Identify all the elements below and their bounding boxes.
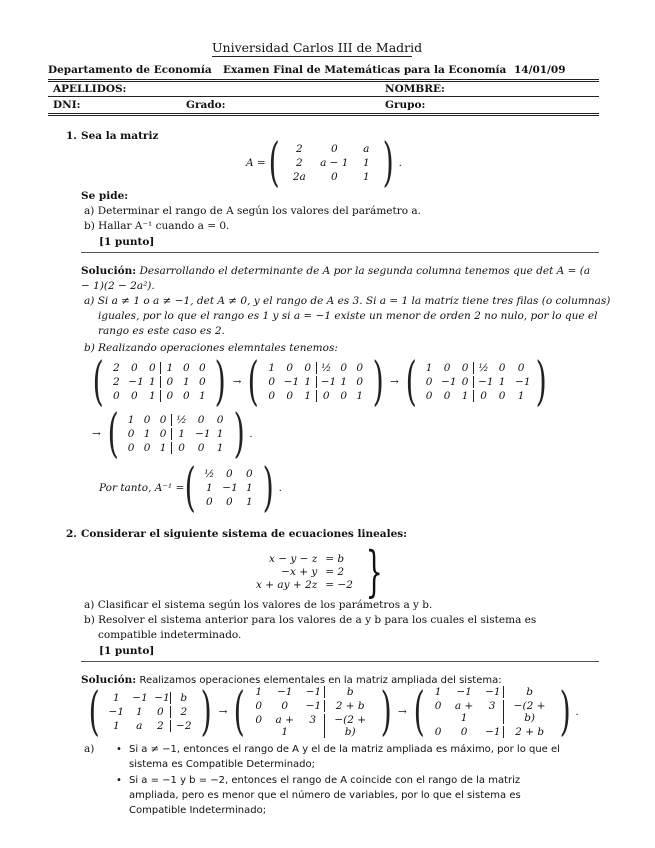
cell: −1 bbox=[128, 376, 144, 388]
q2-system bbox=[252, 540, 391, 603]
cell: 0 bbox=[517, 362, 525, 374]
cell: 2 + b bbox=[503, 726, 555, 738]
cell: 2 bbox=[170, 706, 196, 718]
cell: 0 bbox=[225, 468, 233, 480]
q2-part-b: b) Resolver el sistema anterior para los valores de a y b para los cuales el sistema es compatible indeterminado. bbox=[84, 614, 537, 641]
cell: 2 bbox=[156, 720, 164, 732]
q1-aug-matrix-1: ( 2 0 0 1 0 0 2 −1 1 0 1 0 0 0 1 0 0 1 ) → ( 1 0 0 ½ 0 0 0 −1 1 −1 1 0 0 0 1 0 0 1 ) → ( 1 0 0 ½ 0 0 0 −1 0 −1 1 −1 0 0 1 0 0 1 ) bbox=[92, 352, 547, 412]
cell: 2a bbox=[292, 171, 306, 183]
cell: 0 bbox=[461, 376, 469, 388]
cell: −1 bbox=[485, 686, 501, 698]
cell: 0 bbox=[434, 700, 442, 712]
q2-points: [1 punto] bbox=[99, 645, 155, 657]
cell: 1 bbox=[304, 376, 312, 388]
cell: ½ bbox=[473, 362, 493, 374]
arrow: → bbox=[218, 706, 228, 718]
cell: 2 bbox=[295, 157, 303, 169]
header-rule-4 bbox=[48, 113, 599, 114]
cell: −1 bbox=[276, 686, 293, 698]
header-rule-3 bbox=[48, 96, 599, 97]
cell: 0 bbox=[127, 442, 135, 454]
q1-inverse-matrix: ( ½ 0 0 1 −1 1 0 0 1 ) . bbox=[184, 458, 282, 518]
cell: 1 bbox=[216, 428, 224, 440]
cell: 0 bbox=[340, 362, 348, 374]
cell: 1 bbox=[143, 428, 151, 440]
bullet-icon: • bbox=[116, 775, 122, 786]
cell: 0 bbox=[198, 362, 206, 374]
cell: b bbox=[503, 686, 555, 698]
cell: a − 1 bbox=[320, 157, 349, 169]
q1-divider bbox=[81, 252, 599, 253]
cell: −1 bbox=[283, 376, 300, 388]
cell: a + 1 bbox=[275, 714, 294, 738]
cell: 0 bbox=[316, 390, 336, 402]
cell: 1 bbox=[160, 362, 178, 374]
q1-sol-b: b) Realizando operaciones elemntales tenemos: bbox=[84, 342, 338, 354]
cell: 0 bbox=[425, 376, 433, 388]
cell: 0 bbox=[112, 390, 120, 402]
cell: 1 bbox=[362, 157, 370, 169]
cell: 1 bbox=[112, 720, 120, 732]
grado-field: Grado: bbox=[186, 99, 226, 111]
exam-name: Examen Final de Matemáticas para la Economía bbox=[223, 64, 507, 76]
cell: 0 bbox=[160, 376, 178, 388]
cell: 0 bbox=[143, 442, 151, 454]
bullet-icon: • bbox=[116, 744, 122, 755]
cell: 1 bbox=[362, 171, 370, 183]
cell: 0 bbox=[182, 390, 190, 402]
cell: 0 bbox=[148, 362, 156, 374]
cell: 0 bbox=[498, 362, 506, 374]
cell: 0 bbox=[473, 390, 493, 402]
cell: −(2 + b) bbox=[324, 714, 376, 738]
bullet-text: Si a ≠ −1, entonces el rango de A y el de la matriz ampliada es máximo, por lo que el sistema es Compatible Determinado; bbox=[129, 744, 560, 770]
q1-solution bbox=[81, 264, 599, 294]
q1-matrix-label: A = bbox=[246, 157, 266, 169]
cell: −1 bbox=[316, 376, 336, 388]
university-title: Universidad Carlos III de Madrid bbox=[212, 40, 423, 55]
cell: 1 bbox=[127, 414, 135, 426]
cell: 0 bbox=[286, 390, 294, 402]
cell: 1 bbox=[245, 482, 253, 494]
cell: 1 bbox=[112, 692, 120, 704]
cell: 1 bbox=[304, 390, 312, 402]
q2-number: 2. bbox=[66, 528, 77, 540]
q2-item-a: a) bbox=[84, 743, 95, 755]
system-brace: } bbox=[365, 540, 383, 603]
eq-lhs: x − y − z bbox=[268, 553, 318, 565]
cell: 2 bbox=[112, 362, 120, 374]
cell: 0 bbox=[160, 390, 178, 402]
nombre-field: NOMBRE: bbox=[385, 83, 445, 95]
sol-text: Desarrollando el determinante de A por la segunda columna tenemos que det A = (a − 1)(2 − 2a²). bbox=[81, 265, 591, 292]
cell: 0 bbox=[197, 442, 205, 454]
cell: 0 bbox=[197, 414, 205, 426]
q2-title: Considerar el siguiente sistema de ecuaciones lineales: bbox=[81, 528, 408, 540]
q1-aug-matrix-4: → ( 1 0 0 ½ 0 0 0 1 0 1 −1 1 0 0 1 0 0 1 ) . bbox=[92, 404, 253, 464]
cell: 1 bbox=[148, 390, 156, 402]
cell: 0 bbox=[156, 706, 164, 718]
sol-label: Solución: bbox=[81, 265, 137, 277]
cell: 0 bbox=[281, 700, 289, 712]
cell: 0 bbox=[127, 428, 135, 440]
dni-field: DNI: bbox=[53, 99, 81, 111]
q1-part-a: a) Determinar el rango de A según los valores del parámetro a. bbox=[84, 205, 421, 217]
cell: 1 bbox=[268, 362, 276, 374]
q1-number: 1. bbox=[66, 130, 77, 142]
cell: 0 bbox=[216, 414, 224, 426]
cell: −(2 + b) bbox=[503, 700, 555, 724]
cell: 0 bbox=[461, 362, 469, 374]
cell: 0 bbox=[330, 171, 338, 183]
cell: 1 bbox=[434, 686, 442, 698]
cell: 1 bbox=[182, 376, 190, 388]
q1-por-tanto: Por tanto, A⁻¹ = bbox=[99, 482, 185, 494]
arrow: → bbox=[232, 376, 242, 388]
cell: 0 bbox=[245, 468, 253, 480]
cell: 0 bbox=[268, 390, 276, 402]
cell: 1 bbox=[205, 482, 213, 494]
q1-se-pide: Se pide: bbox=[81, 190, 129, 202]
q2-aug-matrices: ( 1 −1 −1 b −1 1 0 2 1 a 2 −2 ) → ( 1 −1 −1 b 0 0 −1 2 + b 0 a + 1 3 −(2 + b) ) → ( 1 −1 −1 b 0 a + 1 3 −(2 + b) 0 0 −1 2 + b ) . bbox=[88, 682, 579, 742]
q2-solution bbox=[81, 674, 502, 686]
q2-bullet-1 bbox=[116, 742, 566, 772]
cell: 0 bbox=[443, 390, 451, 402]
cell: 0 bbox=[159, 414, 167, 426]
cell: ½ bbox=[171, 414, 191, 426]
header-rule-1 bbox=[48, 79, 599, 80]
department: Departamento de Economía bbox=[48, 64, 212, 76]
cell: b bbox=[324, 686, 376, 698]
cell: 0 bbox=[304, 362, 312, 374]
header-rule-2 bbox=[48, 81, 599, 82]
title-underline bbox=[212, 56, 412, 57]
arrow: → bbox=[398, 706, 407, 718]
cell: a bbox=[363, 143, 370, 155]
cell: 3 bbox=[488, 700, 496, 712]
cell: 1 bbox=[148, 376, 156, 388]
eq-rhs: = 2 bbox=[325, 566, 345, 578]
q1-matrix: ( 2 0 a 2 a − 1 1 2a 0 1 ) . bbox=[268, 133, 402, 193]
cell: 0 bbox=[340, 390, 348, 402]
cell: 0 bbox=[286, 362, 294, 374]
cell: 0 bbox=[130, 362, 138, 374]
cell: ½ bbox=[204, 468, 215, 480]
cell: 1 bbox=[255, 686, 263, 698]
cell: 1 bbox=[498, 376, 506, 388]
cell: a + 1 bbox=[454, 700, 474, 724]
cell: 1 bbox=[245, 496, 253, 508]
bullet-text: Si a = −1 y b = −2, entonces el rango de A coincide con el rango de la matriz ampliada, pero es menor que el número de variables, por lo que el sistema es Compatible Indeterminado; bbox=[129, 775, 521, 816]
sol-label: Solución: bbox=[81, 674, 137, 686]
cell: −1 bbox=[222, 482, 238, 494]
cell: 3 bbox=[309, 714, 317, 726]
cell: 1 bbox=[461, 390, 469, 402]
cell: 1 bbox=[159, 442, 167, 454]
cell: b bbox=[170, 692, 196, 704]
cell: 1 bbox=[356, 390, 364, 402]
cell: −1 bbox=[195, 428, 211, 440]
cell: 0 bbox=[330, 143, 338, 155]
cell: 0 bbox=[356, 362, 364, 374]
cell: 0 bbox=[225, 496, 233, 508]
cell: 0 bbox=[159, 428, 167, 440]
cell: a bbox=[136, 720, 143, 732]
cell: 0 bbox=[460, 726, 468, 738]
sol-text: Realizamos operaciones elementales en la matriz ampliada del sistema: bbox=[139, 675, 502, 686]
cell: −1 bbox=[473, 376, 493, 388]
eq-rhs: = b bbox=[325, 553, 345, 565]
cell: −2 bbox=[170, 720, 196, 732]
apellidos-field: APELLIDOS: bbox=[53, 83, 127, 95]
cell: −1 bbox=[441, 376, 457, 388]
cell: 0 bbox=[255, 700, 263, 712]
arrow: → bbox=[390, 376, 399, 388]
cell: 0 bbox=[198, 376, 206, 388]
q2-part-a: a) Clasificar el sistema según los valores de los parámetros a y b. bbox=[84, 599, 433, 611]
q1-points: [1 punto] bbox=[99, 236, 155, 248]
cell: 1 bbox=[198, 390, 206, 402]
eq-lhs: −x + y bbox=[281, 566, 318, 578]
cell: 0 bbox=[434, 726, 442, 738]
cell: −1 bbox=[108, 706, 125, 718]
eq-lhs: x + ay + 2z bbox=[256, 579, 318, 591]
cell: −1 bbox=[485, 726, 501, 738]
cell: −1 bbox=[305, 686, 322, 698]
cell: ½ bbox=[316, 362, 336, 374]
cell: 1 bbox=[216, 442, 224, 454]
cell: 2 bbox=[112, 376, 120, 388]
cell: −1 bbox=[132, 692, 148, 704]
cell: 0 bbox=[130, 390, 138, 402]
exam-date: 14/01/09 bbox=[514, 64, 566, 76]
q1-sol-a: a) Si a ≠ 1 o a ≠ −1, det A ≠ 0, y el rango de A es 3. Si a = 1 la matriz tiene tres filas (o columnas) iguales, por lo que el rango es 1 y si a = −1 existe un menor de orden 2 no nulo, por lo que el rango es este caso es 2. bbox=[84, 295, 611, 337]
cell: 0 bbox=[425, 390, 433, 402]
cell: 0 bbox=[205, 496, 213, 508]
cell: 0 bbox=[182, 362, 190, 374]
cell: 0 bbox=[498, 390, 506, 402]
cell: 0 bbox=[255, 714, 263, 726]
grupo-field: Grupo: bbox=[385, 99, 426, 111]
cell: −1 bbox=[305, 700, 322, 712]
cell: 0 bbox=[171, 442, 191, 454]
cell: 0 bbox=[143, 414, 151, 426]
cell: 1 bbox=[340, 376, 348, 388]
cell: −1 bbox=[154, 692, 170, 704]
eq-rhs: = −2 bbox=[325, 579, 353, 591]
q2-bullet-2 bbox=[116, 773, 566, 818]
cell: 0 bbox=[443, 362, 451, 374]
header-rule-5 bbox=[48, 115, 599, 116]
cell: 0 bbox=[268, 376, 276, 388]
cell: 2 + b bbox=[324, 700, 376, 712]
cell: 1 bbox=[425, 362, 433, 374]
cell: 1 bbox=[135, 706, 143, 718]
q1-title: Sea la matriz bbox=[81, 130, 159, 142]
q1-part-b: b) Hallar A⁻¹ cuando a = 0. bbox=[84, 220, 230, 232]
cell: 2 bbox=[295, 143, 303, 155]
cell: 1 bbox=[171, 428, 191, 440]
cell: 1 bbox=[517, 390, 525, 402]
cell: 0 bbox=[356, 376, 364, 388]
arrow: → bbox=[92, 428, 101, 440]
cell: −1 bbox=[456, 686, 472, 698]
cell: −1 bbox=[515, 376, 531, 388]
q2-divider bbox=[81, 661, 599, 662]
